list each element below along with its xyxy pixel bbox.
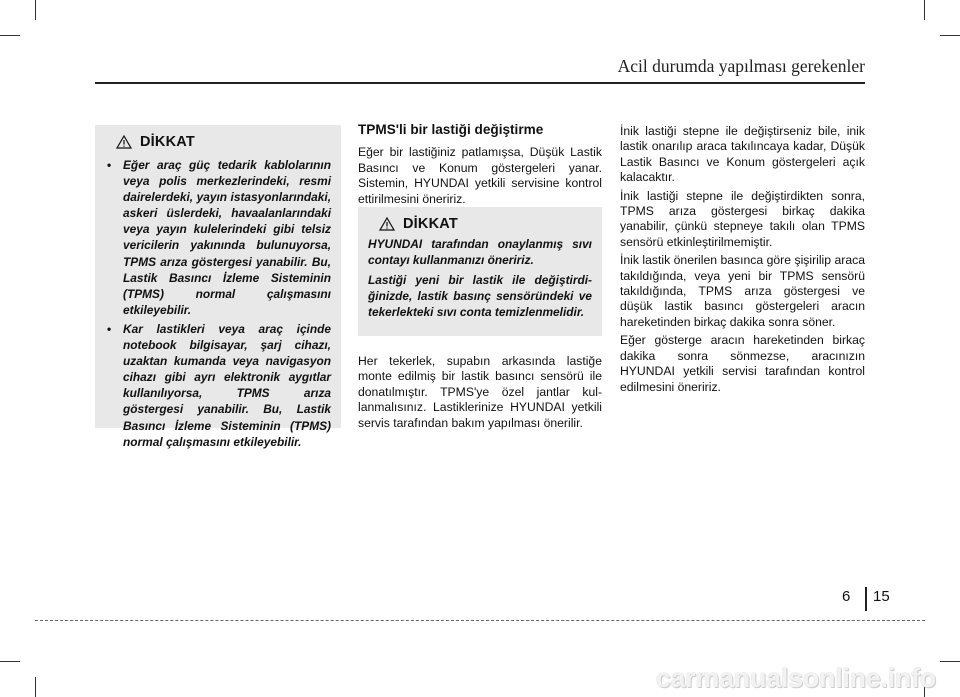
- header-rule: [95, 82, 865, 84]
- right-paragraph: Eğer gösterge aracın hareketinden birkaç dakika sonra sönmezse, aracınızın HYUNDAI yetkili servisi tarafından kontrol edilmesini öneririz.: [620, 333, 865, 394]
- warning-heading: [379, 216, 592, 232]
- warning-triangle-icon: [379, 217, 395, 231]
- right-paragraph: İnik lastik önerilen basınca göre şişirilip araca takıldığında, veya yeni bir TPMS sensörü takıldığında, TPMS arıza göstergesi ve düşük lastik basıncı göstergeleri aracın hareketinden birkaç dakika sonra söner.: [620, 253, 865, 329]
- right-paragraph: İnik lastiği stepne ile değiştirseniz bile, inik lastik onarılıp araca takılıncaya kadar, Düşük Lastik Basıncı ve Konum göstergeleri açık kalacaktır.: [620, 124, 865, 185]
- warning-paragraph: HYUNDAI tarafından onaylanmış sıvı contayı kullanmanızı öneririz.: [368, 237, 592, 267]
- warning-heading: [116, 134, 331, 150]
- crop-mark: [940, 661, 960, 662]
- warning-triangle-icon: [116, 135, 132, 149]
- warning-paragraph: Lastiği yeni bir lastik ile değiştirdiğinizde, lastik basınç sensöründeki ve tekerlekteki sıvı conta temizlenmelidir.: [368, 273, 592, 319]
- right-column: [620, 124, 865, 398]
- middle-column: [358, 122, 602, 210]
- crop-mark: [940, 35, 960, 36]
- crop-mark: [0, 661, 20, 662]
- crop-mark: [35, 0, 36, 20]
- warning-bullet-list: [104, 157, 331, 450]
- right-paragraph: İnik lastiği stepne ile değiştirdikten sonra, TPMS arıza göstergesi birkaç dakika yanabilir, çünkü stepneye takılı olan TPMS sensörü etkinleştirilmemiştir.: [620, 188, 865, 249]
- running-header: Acil durumda yapılması gerekenler: [617, 56, 865, 76]
- page-number: 15: [873, 588, 890, 605]
- section-number: 6: [842, 588, 851, 605]
- middle-column-lower: [358, 354, 602, 434]
- middle-outro-paragraph: Her tekerlek, supabın arkasında lastiğe monte edilmiş bir lastik basıncı sensörü ile donatılmıştır. TPMS'ye özel jantlar kullanmalısınız. Lastiklerinize HYUNDAI yetkili servis tarafından bakım yapılması önerilir.: [358, 354, 602, 430]
- warning-box-middle: [358, 207, 602, 336]
- section-title: TPMS'li bir lastiği değiştirme: [358, 122, 544, 137]
- footer-dashed-rule: [35, 620, 925, 621]
- crop-mark: [924, 0, 925, 20]
- warning-bullet: • Kar lastikleri veya araç içinde notebook bilgisayar, şarj cihazı, uzaktan kumanda veya navigasyon cihazı gibi ayrı elektronik aygıtlar kullanılıyorsa, TPMS arıza göstergesi yanabilir. Bu, Lastik Basıncı İzleme Sisteminin (TPMS) normal çalışmasını etkileyebilir.: [104, 321, 331, 450]
- warning-box-left: [95, 125, 341, 449]
- warning-bullet: • Eğer araç güç tedarik kablolarının veya polis merkezlerindeki, resmi dairelerdeki, yayın istasyonlarındaki, askeri üslerdeki, havaalanlarındaki veya yayın kulelerindeki gibi telsiz vericilerin yakınında bulunuyorsa, TPMS arıza göstergesi yanabilir. Bu, Lastik Basıncı İzleme Sisteminin (TPMS) normal çalışmasını etkileyebilir.: [104, 157, 331, 318]
- page-number-divider: [865, 587, 867, 611]
- middle-intro-paragraph: Eğer bir lastiğiniz patlamışsa, Düşük Lastik Basıncı ve Konum göstergeleri yanar. Sistemin, HYUNDAI yetkili servisine kontrol ettirilmesini öneririz.: [358, 145, 602, 206]
- crop-mark: [0, 35, 20, 36]
- watermark: carmanualsonline.info: [655, 663, 936, 693]
- crop-mark: [35, 677, 36, 697]
- warning-heading-text: DİKKAT: [403, 216, 458, 232]
- warning-heading-text: DİKKAT: [140, 134, 195, 150]
